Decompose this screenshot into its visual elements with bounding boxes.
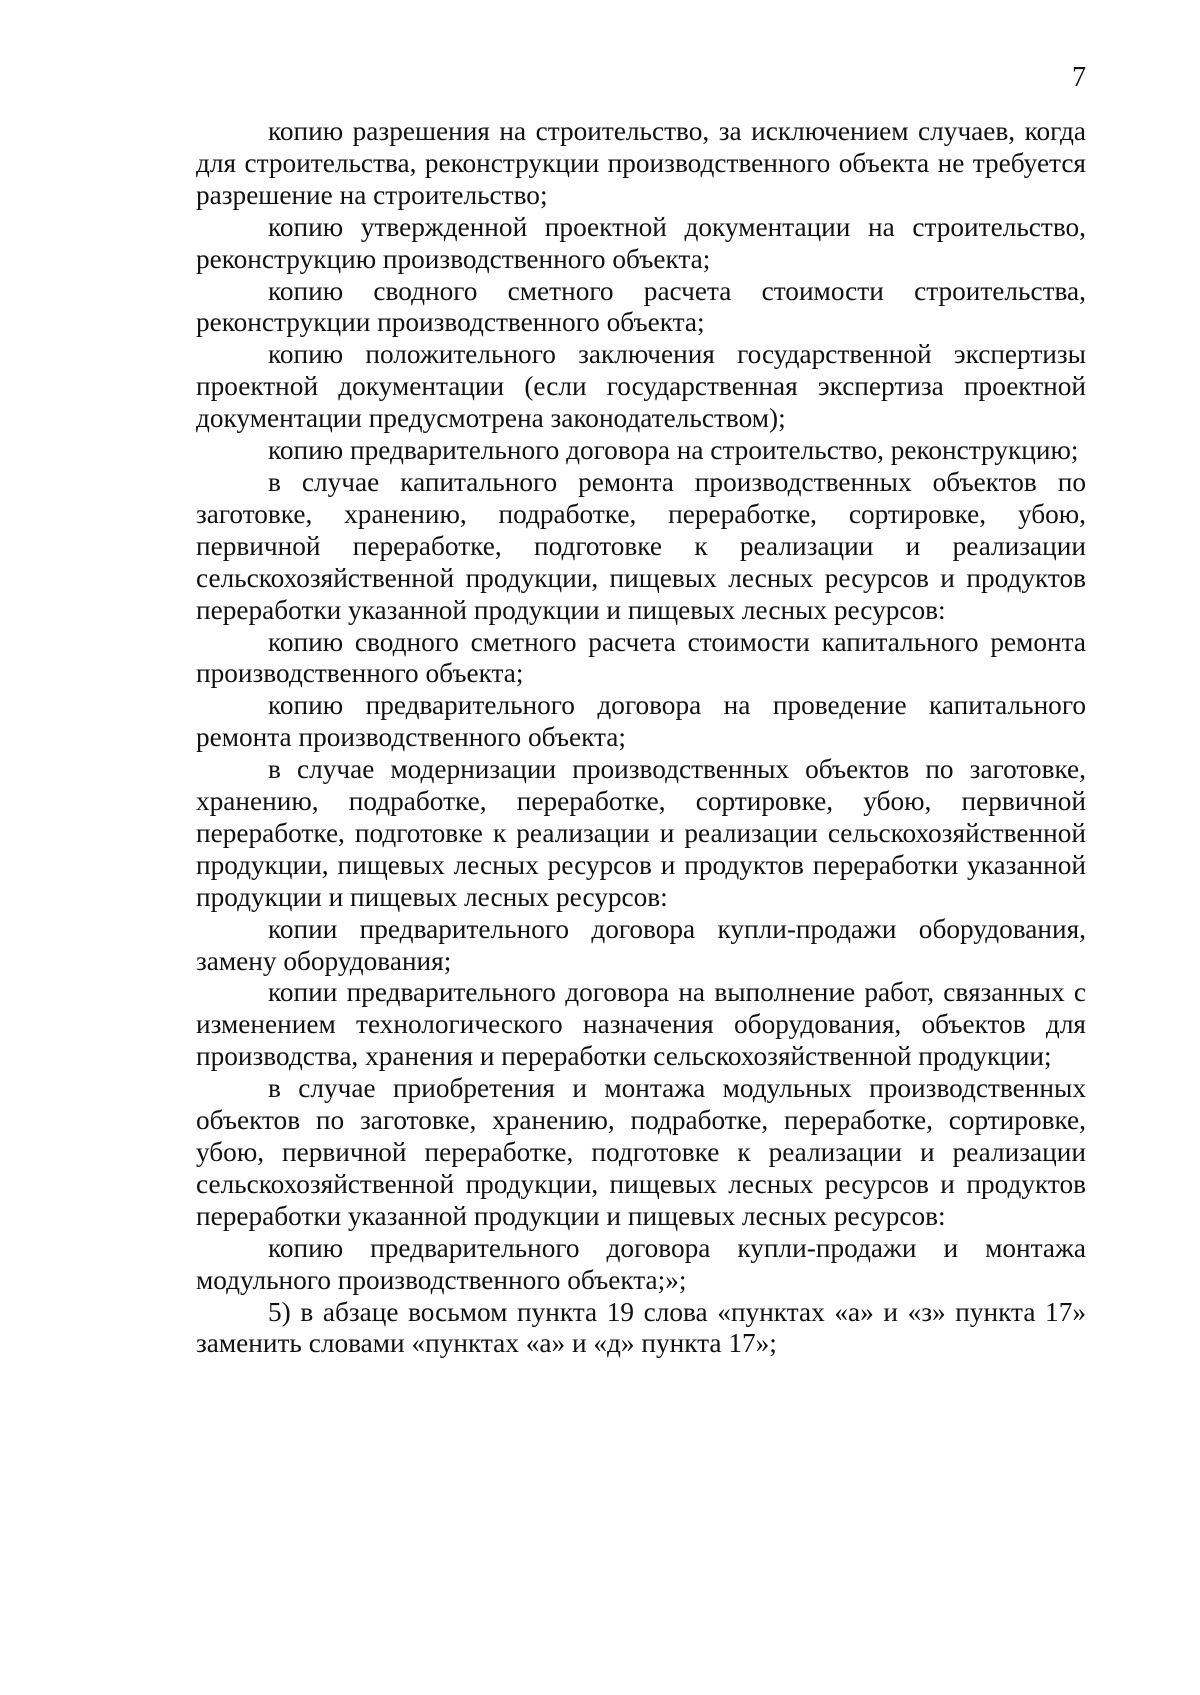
paragraph-building-permit: копию разрешения на строительство, за исключением случаев, когда для строительства, реконструкции производственного объекта не требуется разрешение на строительство; (196, 116, 1086, 210)
paragraph-amendment-item-5: 5) в абзаце восьмом пункта 19 слова «пунктах «а» и «з» пункта 17» заменить словами «пунктах «а» и «д» пункта 17»; (196, 1296, 1086, 1359)
paragraph-capital-repair-case: в случае капитального ремонта производственных объектов по заготовке, хранению, подработке, переработке, сортировке, убою, первичной переработке, подготовке к реализации и реализации сельскохозяйственной продукции, пищевых лесных ресурсов и продуктов переработки указанной продукции и пищевых лесных ресурсов: (196, 466, 1086, 625)
paragraph-preliminary-construction-contract: копию предварительного договора на строительство, реконструкцию; (268, 435, 1079, 466)
paragraph-equipment-purchase-contract: копии предварительного договора купли-продажи оборудования, замену оборудования; (196, 913, 1086, 976)
paragraph-state-expertise: копию положительного заключения государственной экспертизы проектной документации (если государственная экспертиза проектной документации предусмотрена законодательством); (196, 339, 1086, 434)
paragraph-approved-design: копию утвержденной проектной документации на строительство, реконструкцию производственного объекта; (196, 211, 1086, 274)
paragraph-modular-purchase-contract: копию предварительного договора купли-продажи и монтажа модульного производственного объекта;»; (196, 1232, 1086, 1295)
paragraph-cost-estimate-repair: копию сводного сметного расчета стоимости капитального ремонта производственного объекта; (196, 626, 1086, 689)
paragraph-modular-objects-case: в случае приобретения и монтажа модульных производственных объектов по заготовке, хранению, подработке, переработке, сортировке, убою, первичной переработке, подготовке к реализации и реализации сельскохозяйственной продукции, пищевых лесных ресурсов и продуктов переработки указанной продукции и пищевых лесных ресурсов: (196, 1073, 1086, 1231)
paragraph-works-contract: копии предварительного договора на выполнение работ, связанных с изменением технологического назначения оборудования, объектов для производства, хранения и переработки сельскохозяйственной продукции; (196, 977, 1086, 1072)
paragraph-modernization-case: в случае модернизации производственных объектов по заготовке, хранению, подработке, переработке, сортировке, убою, первичной переработке, подготовке к реализации и реализации сельскохозяйственной продукции, пищевых лесных ресурсов и продуктов переработки указанной продукции и пищевых лесных ресурсов: (196, 754, 1086, 912)
page-number: 7 (1072, 62, 1086, 93)
document-body (196, 116, 1086, 1360)
paragraph-preliminary-repair-contract: копию предварительного договора на проведение капитального ремонта производственного объекта; (196, 690, 1086, 753)
paragraph-cost-estimate-construction: копию сводного сметного расчета стоимости строительства, реконструкции производственного объекта; (196, 275, 1086, 338)
